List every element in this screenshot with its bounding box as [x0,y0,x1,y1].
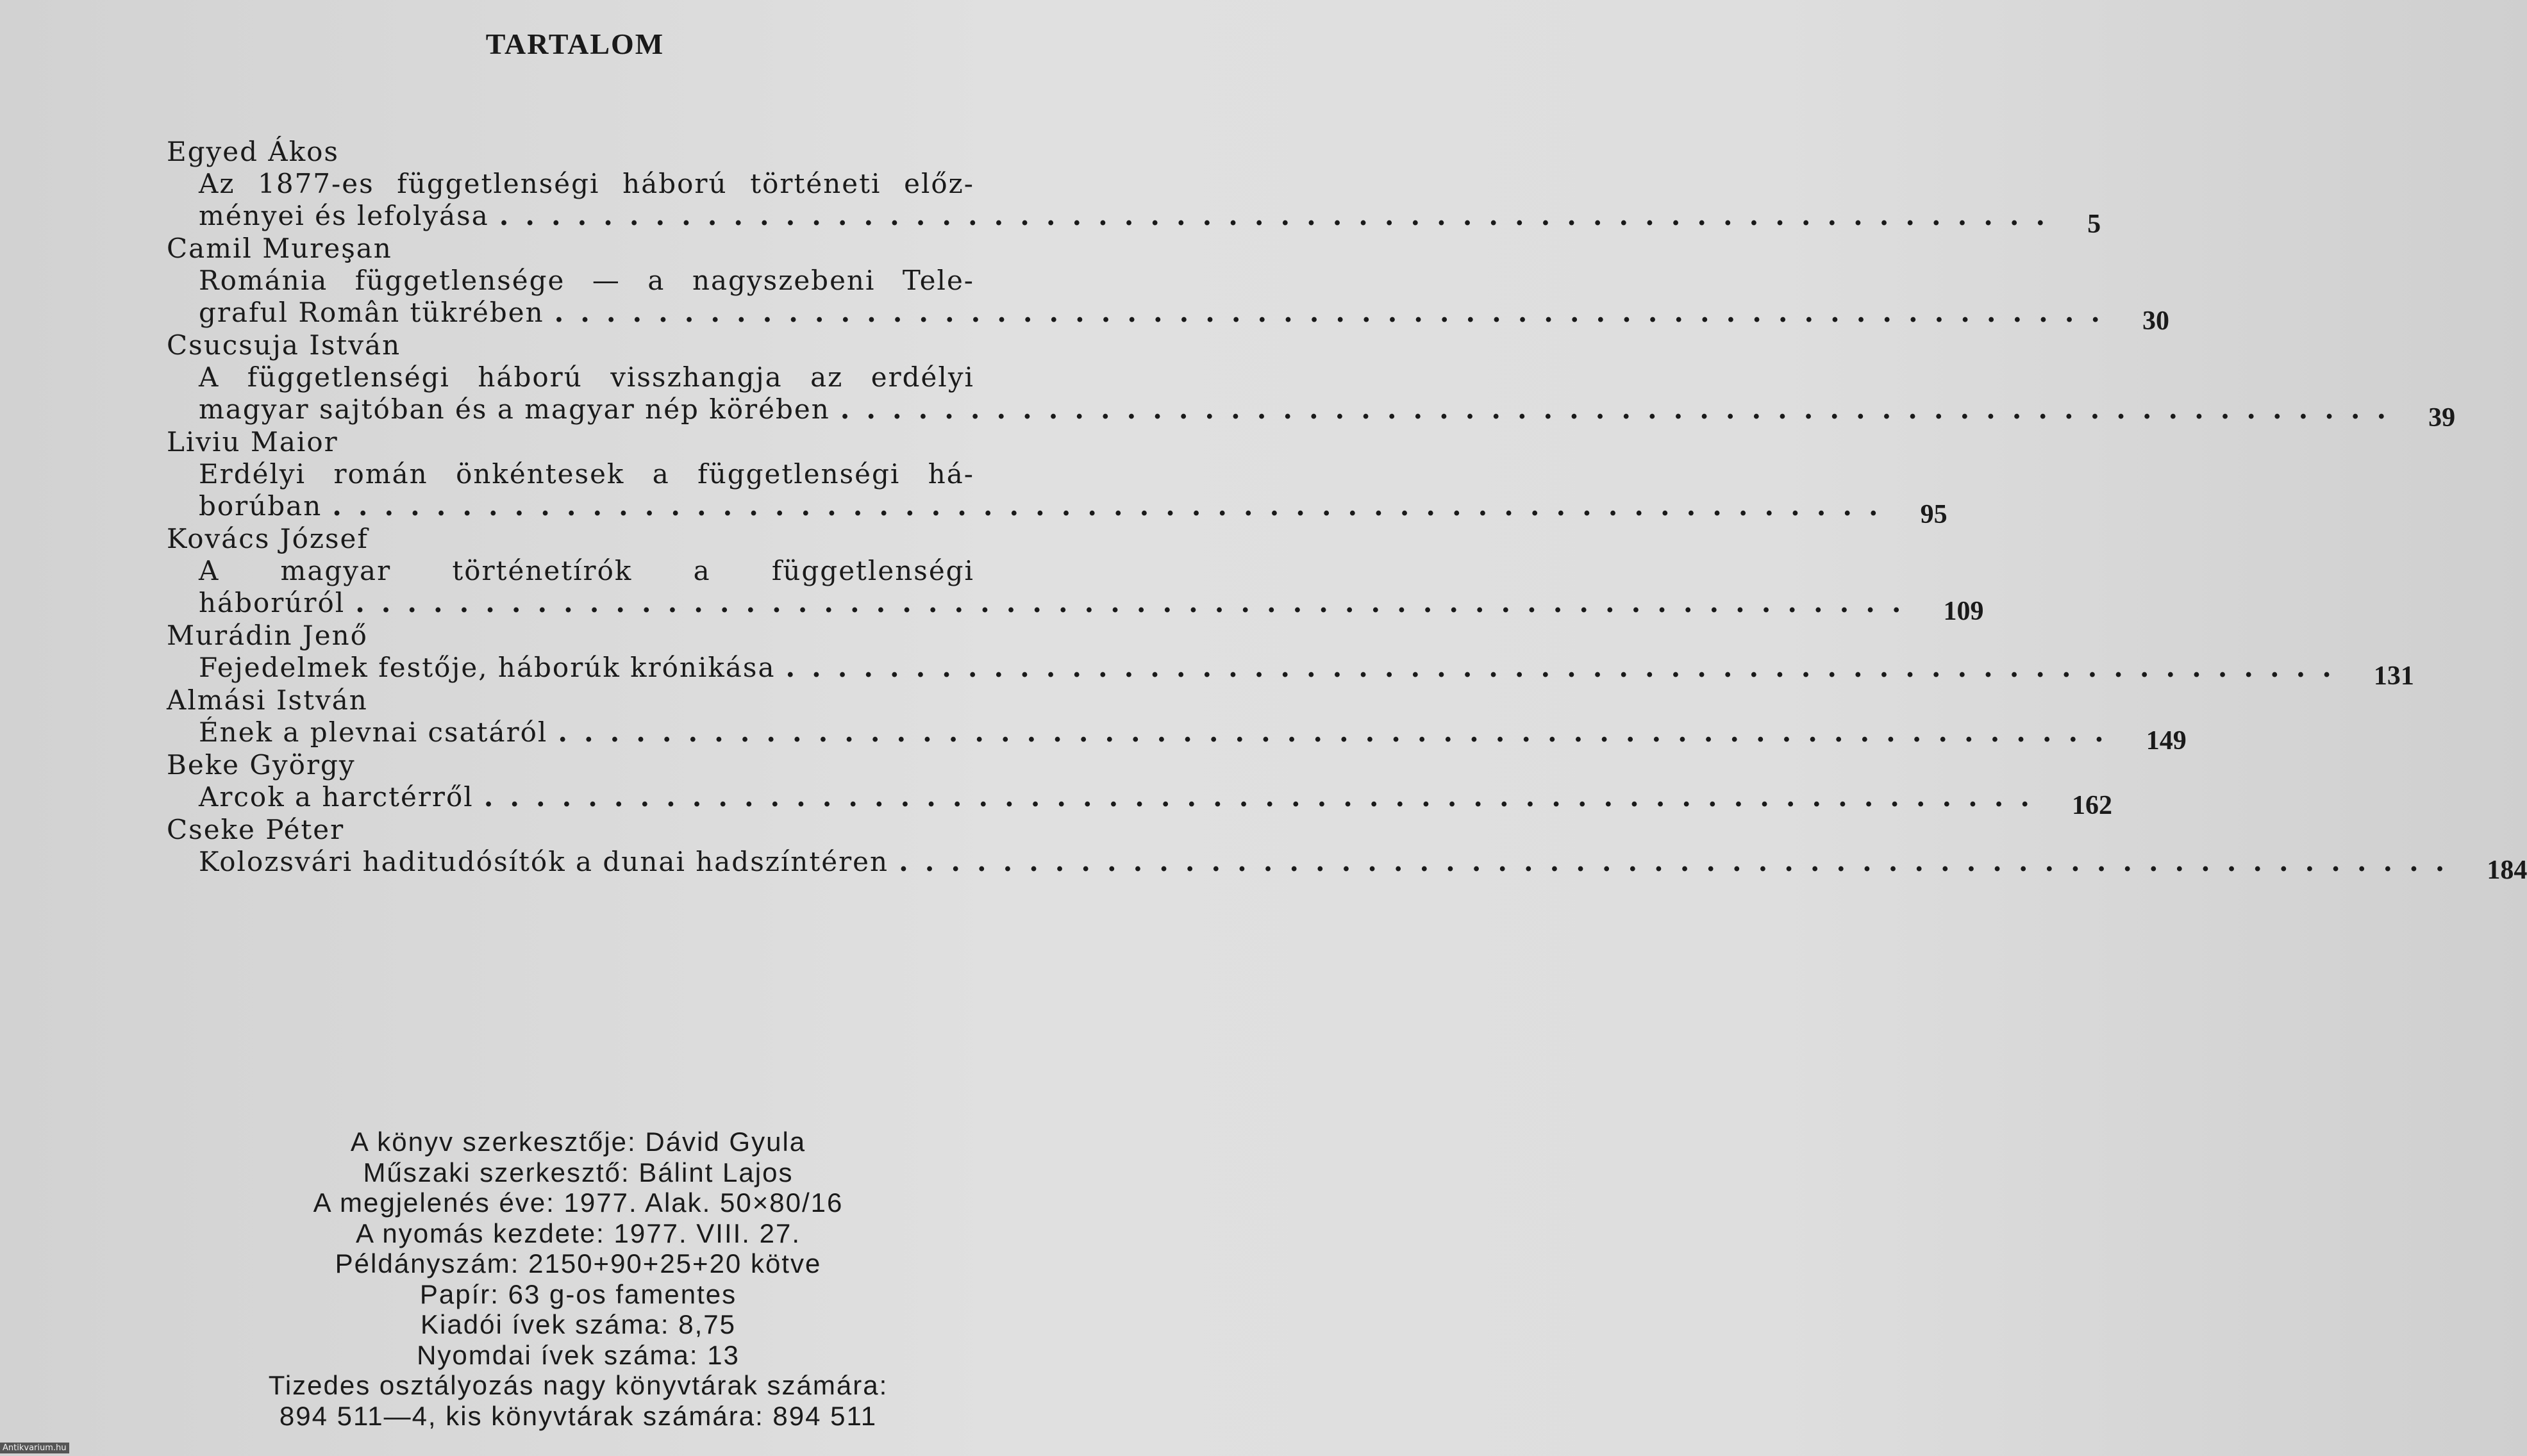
toc-work-line: Ének a plevnai csatáról [199,716,548,748]
toc-work-line: magyar sajtóban és a magyar nép körében [199,393,830,425]
toc-author: Almási István [167,684,368,716]
dot-leader: ............................................................ [332,490,1895,522]
toc-work-title [167,458,1947,529]
page-title: TARTALOM [485,28,665,60]
toc-entry [167,620,2414,691]
toc-leader-line [199,652,2414,691]
imprint-block [0,1127,1092,1431]
toc-author: Liviu Maior [167,426,338,458]
toc-work-title [167,846,2527,885]
page-number: 131 [2373,661,2414,691]
toc-work-title [167,168,2101,239]
toc-work-title [167,265,2169,336]
toc-entry [167,684,2187,756]
toc-work-title [167,652,2414,691]
toc-leader-line [199,587,1984,626]
imprint-line: Példányszám: 2150+90+25+20 kötve [335,1248,822,1278]
imprint-line: Kiadói ívek száma: 8,75 [421,1309,736,1339]
dot-leader: ............................................................ [785,652,2348,683]
dot-leader: ............................................................ [899,846,2462,877]
imprint-line: Műszaki szerkesztő: Bálint Lajos [363,1157,794,1187]
toc-author: Camil Mureşan [167,233,392,264]
toc-work-line: Erdélyi román önkéntesek a függetlenségi há- [199,458,974,490]
toc-work-line: Arcok a harctérről [199,781,474,813]
imprint-line: Papír: 63 g-os famentes [419,1278,737,1309]
toc-work-line: háborúról [199,587,346,618]
dot-leader: ............................................................ [483,781,2047,813]
toc-entry [167,749,2113,820]
toc-work-title [167,716,2187,756]
toc-work-line: borúban [199,490,322,522]
imprint-line: Tizedes osztályozás nagy könyvtárak számára: [268,1370,888,1400]
toc-entry [167,329,2456,433]
toc-entry [167,233,2169,336]
dot-leader: ............................................................ [355,587,1918,618]
toc-leader-line [199,490,1947,529]
imprint-line: A nyomás kezdete: 1977. VIII. 27. [355,1218,801,1248]
toc-entry [167,814,2527,885]
imprint-line: Nyomdai ívek száma: 13 [417,1339,740,1370]
toc-leader-line [199,781,2113,820]
toc-work-line: Románia függetlensége — a nagyszebeni Tele- [199,265,974,296]
toc-leader-line [199,846,2527,885]
toc-work-line: Kolozsvári haditudósítók a dunai hadszíntéren [199,846,889,877]
toc-entry [167,136,2101,239]
page-number: 39 [2428,403,2456,433]
toc-work-line: Az 1877-es függetlenségi háború történeti előz- [199,168,974,199]
toc-entry [167,523,1984,626]
toc-leader-line [199,716,2187,756]
toc-leader-line [199,200,2101,239]
toc-work-line: A magyar történetírók a függetlenségi [199,555,974,586]
toc-work-line: ményei és lefolyása [199,200,489,231]
toc-author: Kovács József [167,523,369,554]
watermark: Antikvarium.hu [0,1443,69,1453]
toc-work-line: A függetlenségi háború visszhangja az erdélyi [199,361,974,393]
page-number: 162 [2072,791,2113,820]
toc-work-line: graful Român tükrében [199,297,544,328]
dot-leader: ............................................................ [840,393,2403,425]
dot-leader: ............................................................ [499,200,2062,231]
dot-leader: ............................................................ [554,297,2117,328]
imprint-line: A megjelenés éve: 1977. Alak. 50×80/16 [313,1187,844,1218]
imprint-line: 894 511—4, kis könyvtárak számára: 894 511 [279,1400,878,1431]
toc-author: Cseke Péter [167,814,345,845]
table-of-contents [167,136,2527,885]
page-number: 109 [1943,597,1984,626]
imprint-line: A könyv szerkesztője: Dávid Gyula [350,1127,806,1157]
toc-author: Beke György [167,749,356,781]
toc-leader-line [199,393,2456,433]
page-number: 184 [2487,856,2527,885]
toc-author: Murádin Jenő [167,620,368,651]
toc-author: Egyed Ákos [167,136,339,167]
page-number: 95 [1920,500,1947,529]
toc-work-line: Fejedelmek festője, háborúk krónikása [199,652,776,683]
page-number: 30 [2142,306,2169,336]
toc-entry [167,426,1947,529]
toc-work-title [167,555,1984,626]
toc-work-title [167,781,2113,820]
toc-leader-line [199,297,2169,336]
page-number: 5 [2087,210,2101,239]
page-number: 149 [2146,726,2187,756]
toc-author: Csucsuja István [167,329,401,361]
toc-work-title [167,361,2456,433]
dot-leader: ............................................................ [558,716,2121,748]
